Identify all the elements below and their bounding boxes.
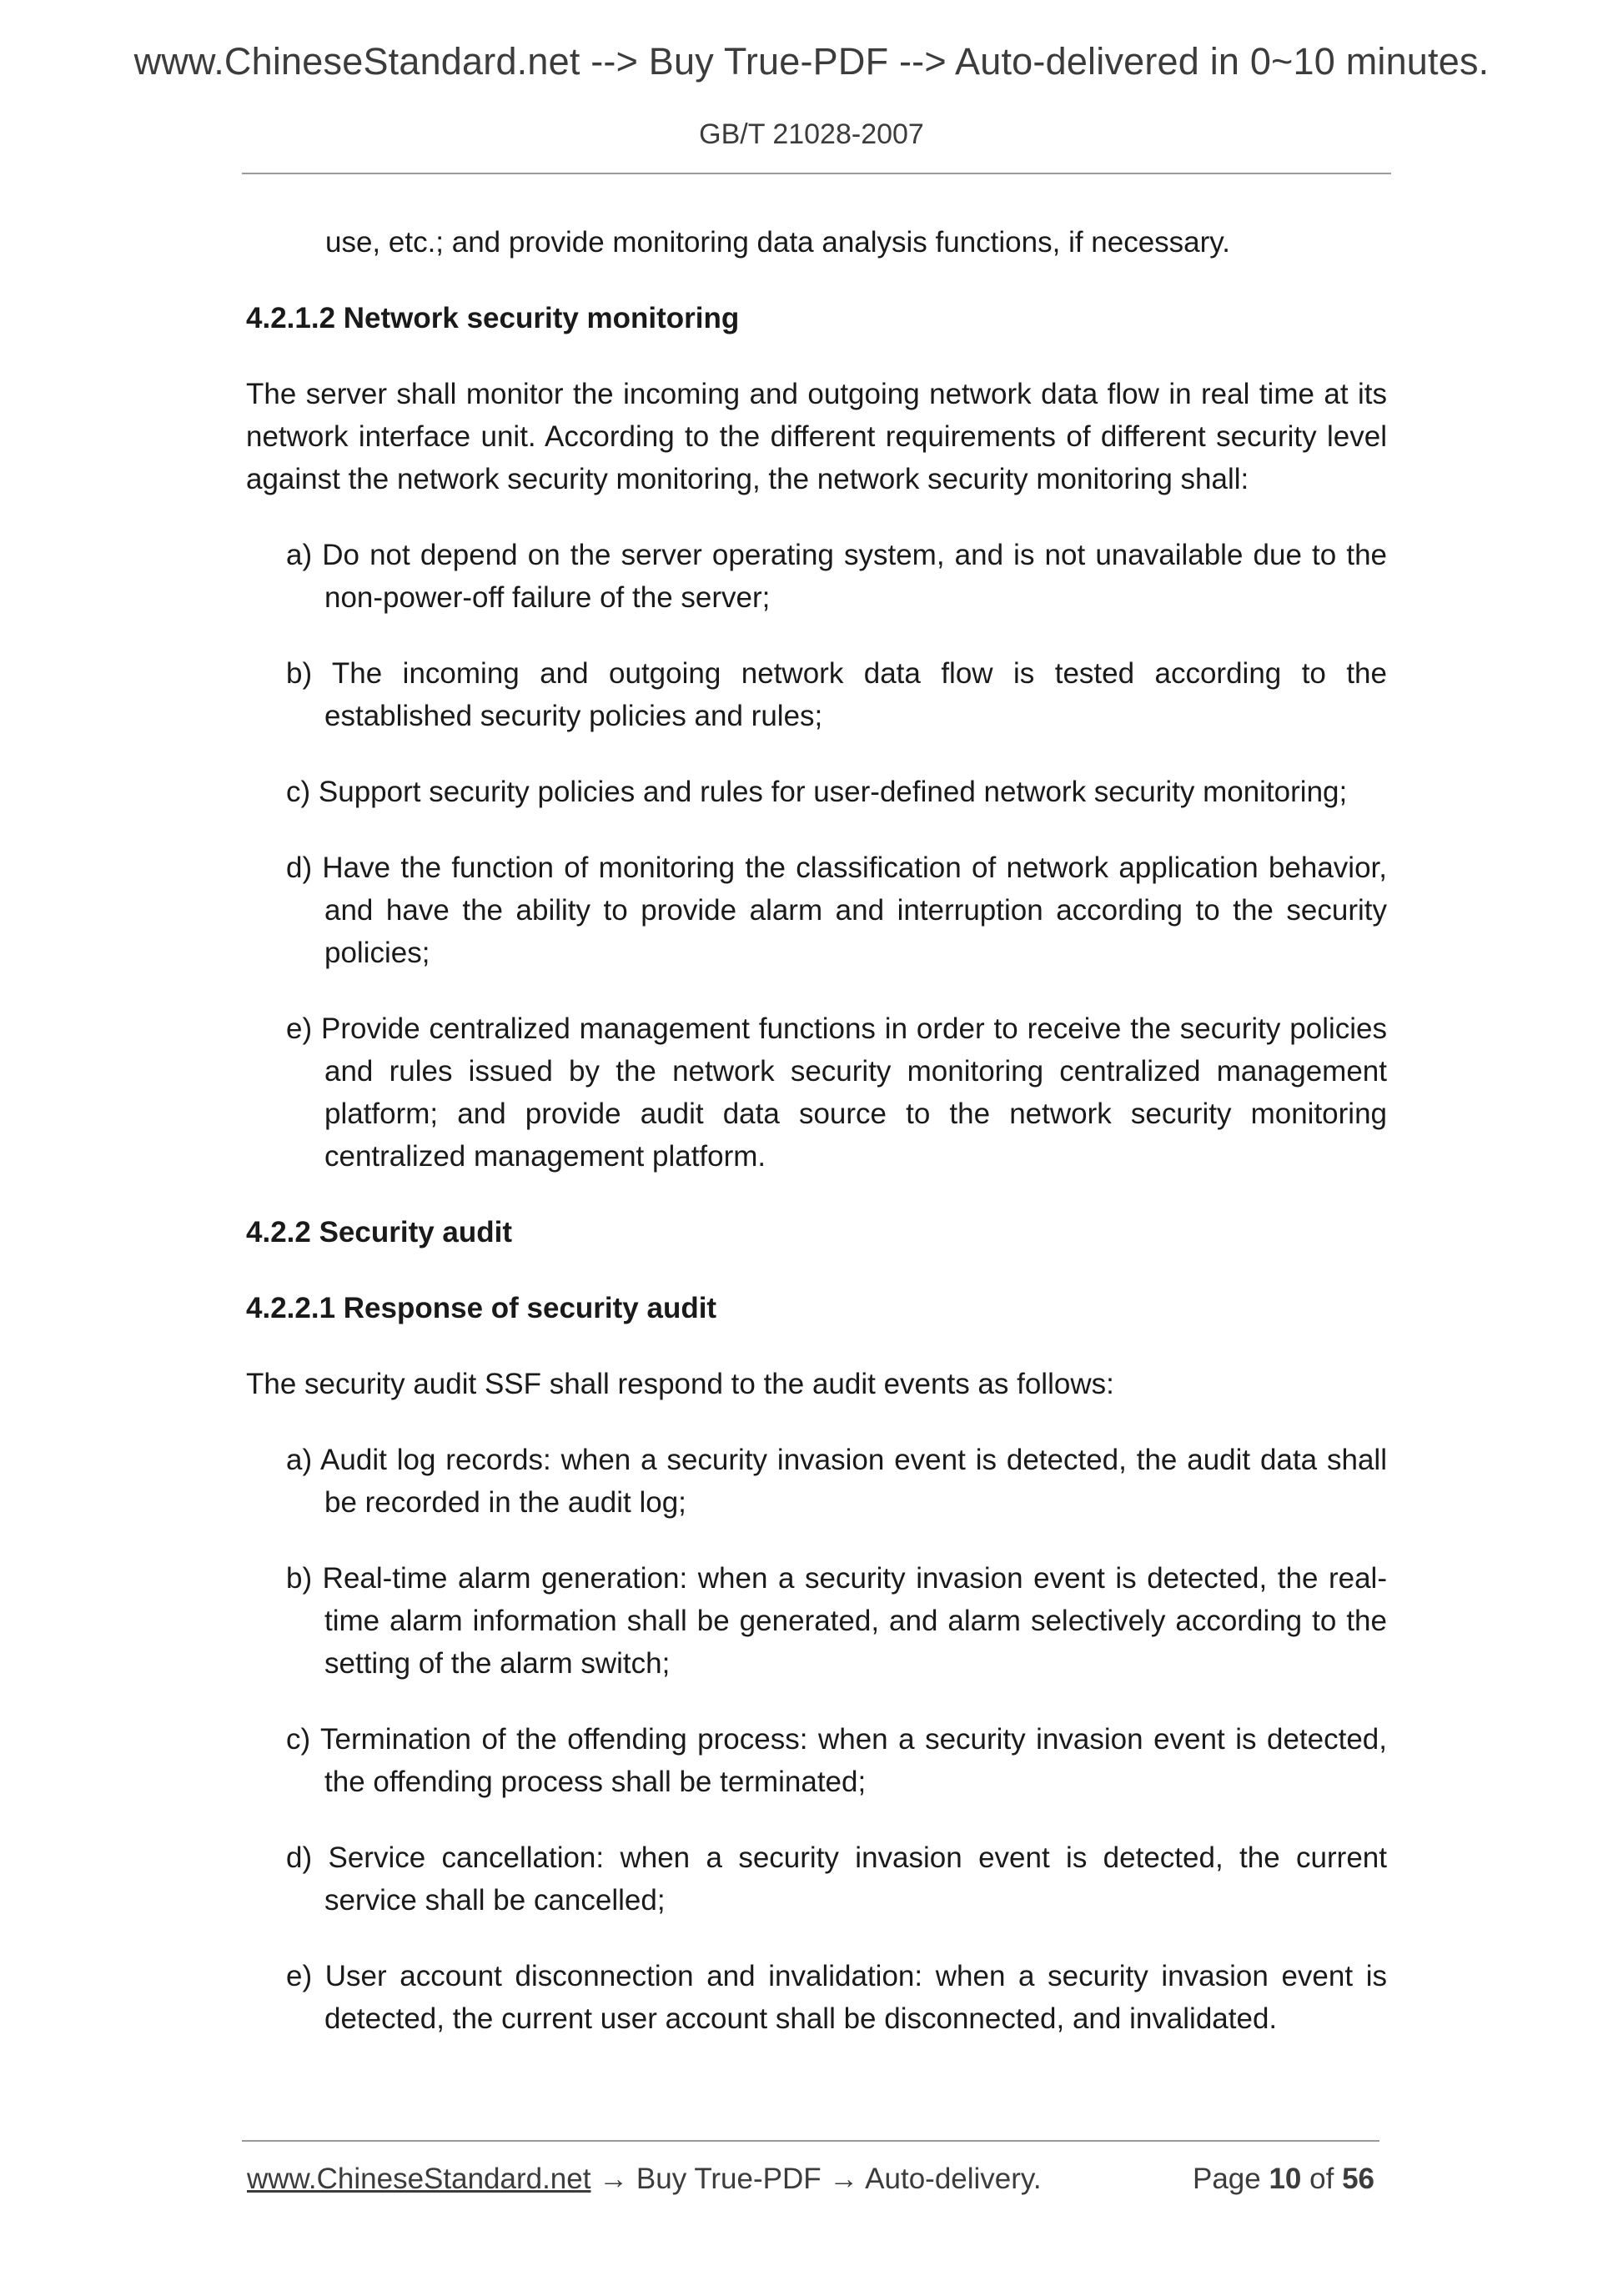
page-number: 10	[1269, 2163, 1302, 2195]
of-word: of	[1309, 2163, 1334, 2195]
section-paragraph-4-2-2-1: The security audit SSF shall respond to the audit events as follows:	[246, 1368, 1114, 1400]
standard-code: GB/T 21028-2007	[699, 118, 924, 150]
list-item-4-2-1-2-a: a) Do not depend on the server operating system, and is not unavailable due to the non-power-off failure of the server;	[286, 539, 1387, 614]
section-paragraph-4-2-1-2: The server shall monitor the incoming and outgoing network data flow in real time at its network interface unit. According to the different requirements of different security level against the network security monitoring, the network security monitoring shall:	[246, 378, 1387, 495]
intro-continuation: use, etc.; and provide monitoring data analysis functions, if necessary.	[325, 226, 1230, 259]
total-pages: 56	[1342, 2163, 1374, 2195]
list-item-4-2-2-1-a: a) Audit log records: when a security invasion event is detected, the audit data shall be recorded in the audit log;	[286, 1444, 1387, 1519]
list-item-4-2-2-1-c: c) Termination of the offending process: when a security invasion event is detected, the offending process shall be terminated;	[286, 1723, 1387, 1798]
site-banner: www.ChineseStandard.net --> Buy True-PDF --> Auto-delivered in 0~10 minutes.	[133, 40, 1490, 83]
list-item-4-2-1-2-e: e) Provide centralized management functions in order to receive the security policies and rules issued by the network security monitoring centralized management platform; and provide audit data source to the network security monitoring centralized management platform.	[286, 1012, 1387, 1173]
list-item-4-2-1-2-d: d) Have the function of monitoring the classification of network application behavior, and have the ability to provide alarm and interruption according to the security policies;	[286, 852, 1387, 969]
section-heading-4-2-2: 4.2.2 Security audit	[246, 1216, 513, 1248]
document-body	[246, 221, 1387, 2073]
section-heading-4-2-1-2: 4.2.1.2 Network security monitoring	[246, 302, 740, 334]
list-item-4-2-1-2-b: b) The incoming and outgoing network data flow is tested according to the established security policies and rules;	[286, 657, 1387, 732]
list-item-4-2-2-1-d: d) Service cancellation: when a security invasion event is detected, the current service shall be cancelled;	[286, 1841, 1387, 1917]
list-item-4-2-1-2-c: c) Support security policies and rules for user-defined network security monitoring;	[286, 776, 1348, 808]
page-indicator	[1193, 2163, 1374, 2196]
footer-divider	[242, 2140, 1379, 2142]
page-word: Page	[1192, 2163, 1261, 2195]
section-heading-4-2-2-1: 4.2.2.1 Response of security audit	[246, 1292, 717, 1324]
footer-site-link[interactable]: www.ChineseStandard.net	[247, 2163, 591, 2195]
list-item-4-2-2-1-e: e) User account disconnection and invalidation: when a security invasion event is detected, the current user account shall be disconnected, and invalidated.	[286, 1960, 1387, 2035]
list-item-4-2-2-1-b: b) Real-time alarm generation: when a security invasion event is detected, the real-time alarm information shall be generated, and alarm selectively according to the setting of the alarm switch;	[286, 1562, 1387, 1680]
page-footer	[247, 2163, 1384, 2196]
footer-tagline: → Buy True-PDF → Auto-delivery.	[590, 2163, 1042, 2195]
header-divider	[242, 173, 1391, 174]
